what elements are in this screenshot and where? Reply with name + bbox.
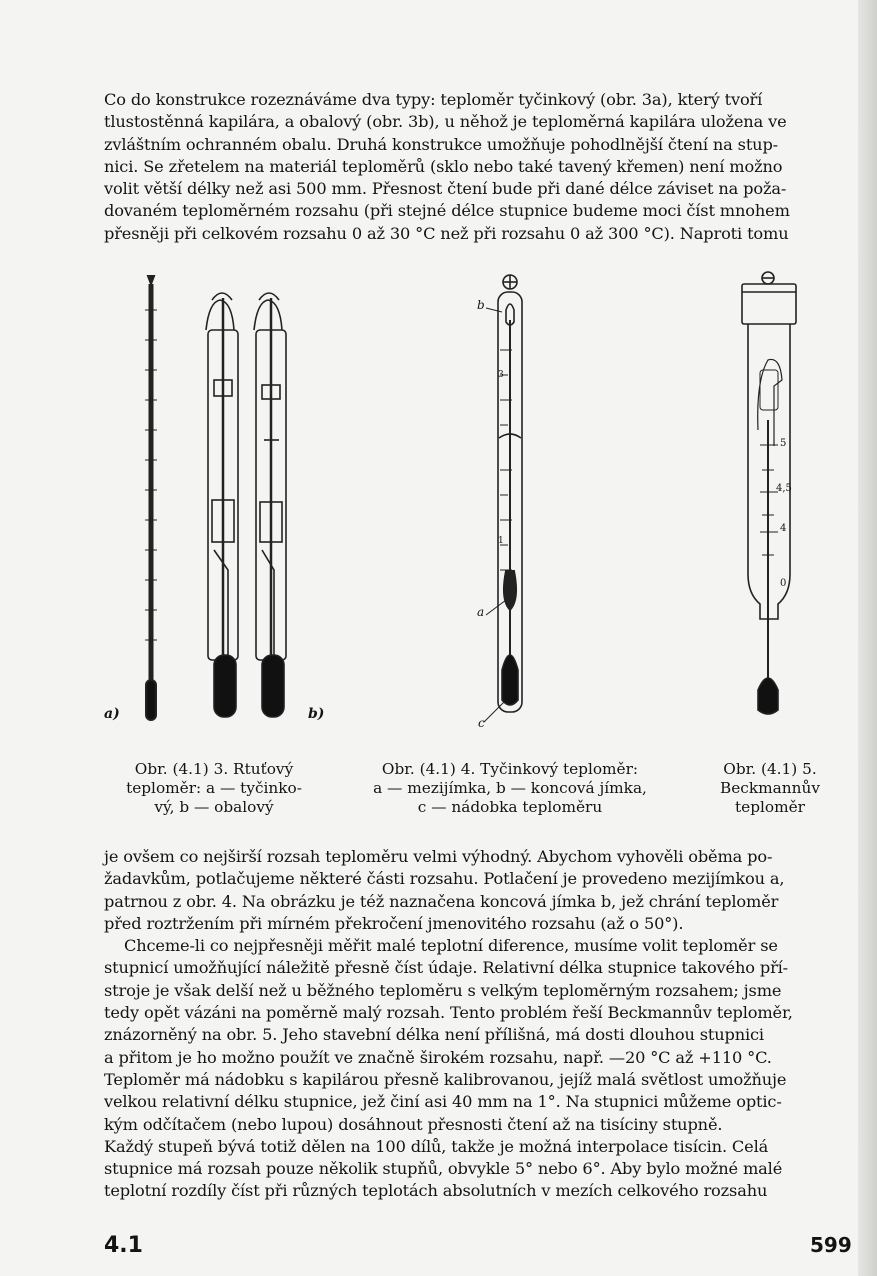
text-line: Chceme-li co nejpřesněji měřit malé teplotní diference, musíme volit teploměr se <box>124 936 778 956</box>
figure-3 <box>104 270 334 815</box>
text-line: kým odčítačem (nebo lupou) dosáhnout přesnosti čtení až na tisíciny stupně. <box>104 1114 723 1134</box>
rod-thermometer-illustration <box>350 270 680 740</box>
text-line: nici. Se zřetelem na materiál teploměrů (sklo nebo také tavený křemen) není možno <box>104 156 783 176</box>
caption-line: vý, b — obalový <box>154 798 274 816</box>
caption-line: c — nádobka teploměru <box>417 798 603 816</box>
text-line: Co do konstrukce rozeznáváme dva typy: teploměr tyčinkový (obr. 3a), který tvoří <box>104 90 763 109</box>
figure-3-label-a: a) <box>104 706 120 722</box>
section-number: 4.1 <box>104 1233 143 1258</box>
paragraph-top <box>104 89 852 245</box>
enclosed-thermometer-2 <box>254 293 286 717</box>
text-line: stupnice má rozsah pouze několik stupňů, obvykle 5° nebo 6°. Aby bylo možné malé <box>104 1159 783 1179</box>
scale-number: 4 <box>780 523 787 534</box>
thermometer-pair-illustration <box>104 270 334 730</box>
page-number: 599 <box>810 1233 852 1257</box>
figure-5-caption <box>690 760 850 817</box>
caption-line: Beckmannův <box>720 779 820 797</box>
text-line: patrnou z obr. 4. Na obrázku je též naznačena koncová jímka b, jež chrání teploměr <box>104 891 779 911</box>
text-line: znázorněný na obr. 5. Jeho stavební délka není přílišná, má dosti dlouhou stupnici <box>104 1025 764 1045</box>
text-line: před roztržením při mírném překročení jmenovitého rozsahu (až o 50°). <box>104 913 684 933</box>
text-line: teplotní rozdíly číst při různých teplotách absolutních v mezích celkového rozsahu <box>104 1181 768 1201</box>
scale-number: 3 <box>498 370 504 380</box>
caption-line: Obr. (4.1) 4. Tyčinkový teploměr: <box>381 760 639 778</box>
scale-number: 0 <box>780 578 787 589</box>
figure-4-label-a: a <box>477 605 485 619</box>
text-line: stupnicí umožňující náležitě přesně číst údaje. Relativní délka stupnice takového pří- <box>104 958 789 978</box>
figure-5 <box>700 270 850 815</box>
figure-3-label-b: b) <box>308 706 325 722</box>
text-line: volit větší délky než asi 500 mm. Přesnost čtení bude při dané délce záviset na poža- <box>104 179 787 199</box>
scale-number: 5 <box>780 438 787 449</box>
text-line: dovaném teploměrném rozsahu (při stejné délce stupnice budeme moci číst mnohem <box>104 201 790 221</box>
figure-4-label-c: c <box>478 716 485 730</box>
caption-line: a — mezijímka, b — koncová jímka, <box>373 779 647 797</box>
text-line: žadavkům, potlačujeme některé části rozsahu. Potlačení je provedeno mezijímkou a, <box>104 869 785 889</box>
text-line: velkou relativní délku stupnice, jež činí asi 40 mm na 1°. Na stupnici můžeme optic- <box>104 1092 782 1112</box>
text-line: a přitom je ho možno použít ve značně širokém rozsahu, např. —20 °C až +110 °C. <box>104 1047 772 1067</box>
scale-number: 1 <box>498 536 504 546</box>
page-edge-shadow <box>858 0 877 1276</box>
text-line: stroje je však delší než u běžného teploměru s velkým teploměrným rozsahem; jsme <box>104 980 782 1000</box>
text-line: zvláštním ochranném obalu. Druhá konstrukce umožňuje pohodlnější čtení na stup- <box>104 134 778 154</box>
caption-line: teploměr: a — tyčinko- <box>126 779 302 797</box>
text-line: přesněji při celkovém rozsahu 0 až 30 °C než při rozsahu 0 až 300 °C). Naproti tomu <box>104 223 789 243</box>
caption-line: Obr. (4.1) 5. <box>723 760 817 778</box>
paragraph-bottom <box>104 846 852 1203</box>
figure-4-label-b: b <box>477 298 485 312</box>
caption-line: Obr. (4.1) 3. Rtuťový <box>134 760 294 778</box>
enclosed-thermometer-1 <box>206 293 238 717</box>
text-line: Teploměr má nádobku s kapilárou přesně kalibrovanou, jejíž malá světlost umožňuje <box>104 1069 787 1089</box>
beckmann-thermometer-illustration <box>700 270 850 740</box>
text-line: Každý stupeň bývá totiž dělen na 100 dílů, takže je možná interpolace tisícin. Celá <box>104 1136 769 1156</box>
figure-4 <box>350 270 680 815</box>
figure-3-caption <box>104 760 324 817</box>
text-line: tedy opět vázáni na poměrně malý rozsah. Tento problém řeší Beckmannův teploměr, <box>104 1003 793 1023</box>
text-line: je ovšem co nejširší rozsah teploměru velmi výhodný. Abychom vyhověli oběma po- <box>104 847 773 866</box>
rod-thermometer <box>145 276 157 720</box>
scale-number: 4,5 <box>776 483 792 494</box>
text-line: tlustostěnná kapilára, a obalový (obr. 3b), u něhož je teploměrná kapilára uložena ve <box>104 112 787 132</box>
caption-line: teploměr <box>735 798 805 816</box>
figure-4-caption <box>350 760 670 817</box>
